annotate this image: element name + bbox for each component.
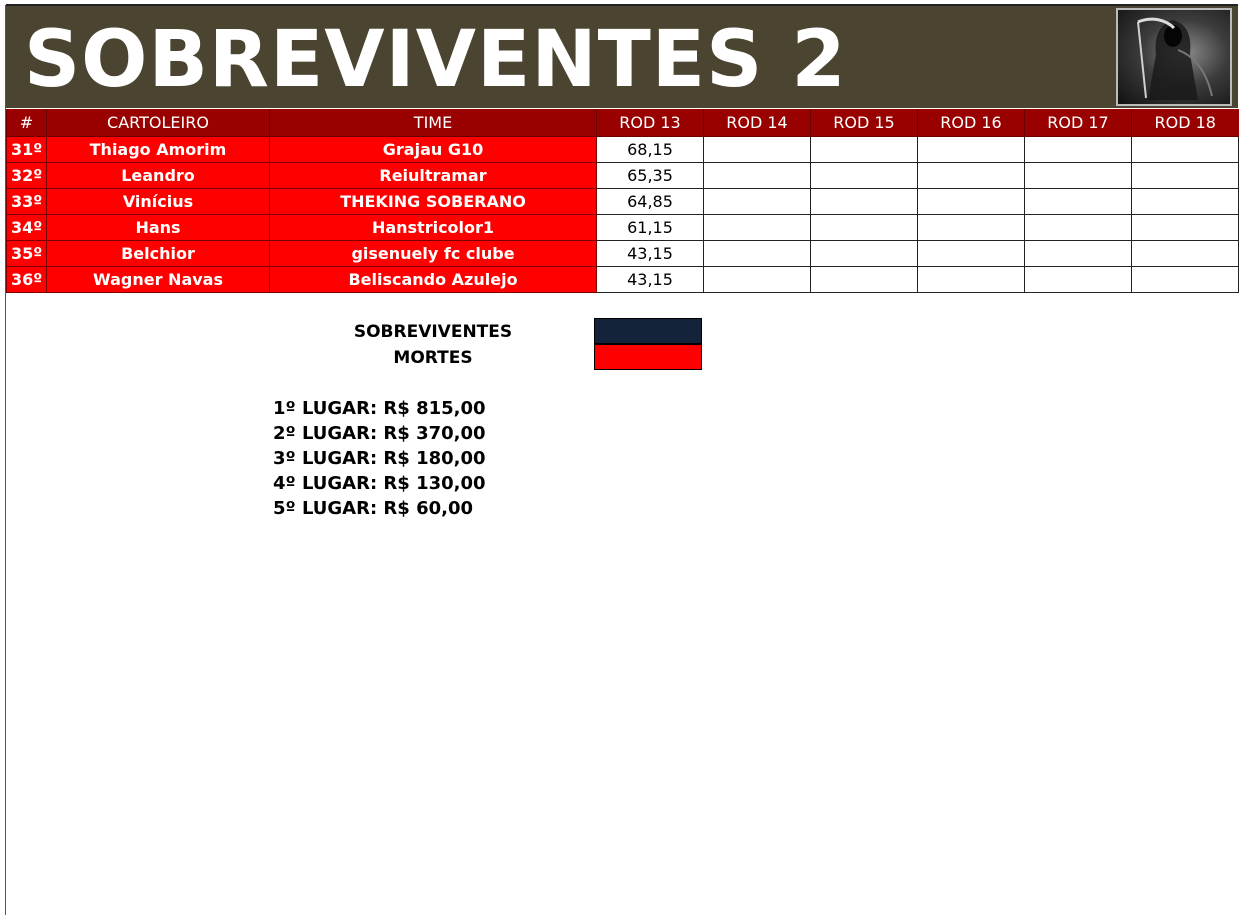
prize-1: 1º LUGAR: R$ 815,00	[273, 398, 486, 419]
col-header-player: CARTOLEIRO	[47, 109, 270, 136]
score-cell[interactable]	[1132, 136, 1239, 162]
score-cell[interactable]	[1132, 214, 1239, 240]
col-header-rod17: ROD 17	[1025, 109, 1132, 136]
prize-3: 3º LUGAR: R$ 180,00	[273, 448, 486, 469]
score-cell[interactable]	[918, 266, 1025, 292]
prize-list	[273, 396, 486, 521]
legend-deaths-label: MORTES	[393, 348, 473, 368]
table-row	[7, 188, 1239, 214]
score-cell[interactable]	[1025, 214, 1132, 240]
score-cell[interactable]	[704, 188, 811, 214]
rank-cell[interactable]: 36º	[7, 266, 47, 292]
score-cell[interactable]	[1025, 266, 1132, 292]
player-cell[interactable]: Belchior	[47, 240, 270, 266]
table-row	[7, 240, 1239, 266]
prize-5: 5º LUGAR: R$ 60,00	[273, 498, 474, 519]
score-cell[interactable]	[1132, 266, 1239, 292]
col-header-rod18: ROD 18	[1132, 109, 1239, 136]
score-cell[interactable]	[811, 214, 918, 240]
player-cell[interactable]: Vinícius	[47, 188, 270, 214]
col-header-rod13: ROD 13	[597, 109, 704, 136]
score-cell[interactable]: 65,35	[597, 162, 704, 188]
col-header-rod16: ROD 16	[918, 109, 1025, 136]
score-cell[interactable]	[811, 266, 918, 292]
score-cell[interactable]	[918, 162, 1025, 188]
grim-reaper-icon	[1116, 8, 1232, 106]
table-row	[7, 162, 1239, 188]
score-cell[interactable]	[918, 188, 1025, 214]
score-cell[interactable]: 43,15	[597, 240, 704, 266]
team-cell[interactable]: Reiultramar	[270, 162, 597, 188]
rank-cell[interactable]: 35º	[7, 240, 47, 266]
score-cell[interactable]	[1025, 240, 1132, 266]
score-cell[interactable]	[811, 136, 918, 162]
score-cell[interactable]	[1025, 136, 1132, 162]
score-cell[interactable]	[811, 188, 918, 214]
col-header-rod14: ROD 14	[704, 109, 811, 136]
score-cell[interactable]	[1025, 188, 1132, 214]
team-cell[interactable]: THEKING SOBERANO	[270, 188, 597, 214]
score-cell[interactable]: 43,15	[597, 266, 704, 292]
score-cell[interactable]	[704, 162, 811, 188]
prize-2: 2º LUGAR: R$ 370,00	[273, 423, 486, 444]
table-row	[7, 136, 1239, 162]
col-header-team: TIME	[270, 109, 597, 136]
score-cell[interactable]	[918, 136, 1025, 162]
score-cell[interactable]	[704, 266, 811, 292]
team-cell[interactable]: Hanstricolor1	[270, 214, 597, 240]
score-cell[interactable]: 64,85	[597, 188, 704, 214]
team-cell[interactable]: gisenuely fc clube	[270, 240, 597, 266]
table-row	[7, 266, 1239, 292]
col-header-rod15: ROD 15	[811, 109, 918, 136]
score-cell[interactable]	[704, 240, 811, 266]
player-cell[interactable]: Thiago Amorim	[47, 136, 270, 162]
page-title: SOBREVIVENTES 2	[24, 15, 847, 105]
rank-cell[interactable]: 34º	[7, 214, 47, 240]
col-header-rank: #	[7, 109, 47, 136]
player-cell[interactable]: Wagner Navas	[47, 266, 270, 292]
score-cell[interactable]	[704, 214, 811, 240]
legend-survivors-label: SOBREVIVENTES	[353, 322, 513, 342]
title-banner	[6, 4, 1238, 108]
score-cell[interactable]	[918, 240, 1025, 266]
player-cell[interactable]: Leandro	[47, 162, 270, 188]
team-cell[interactable]: Beliscando Azulejo	[270, 266, 597, 292]
rank-cell[interactable]: 32º	[7, 162, 47, 188]
table-row	[7, 214, 1239, 240]
rank-cell[interactable]: 31º	[7, 136, 47, 162]
player-cell[interactable]: Hans	[47, 214, 270, 240]
ranking-table	[6, 109, 1239, 293]
prize-4: 4º LUGAR: R$ 130,00	[273, 473, 486, 494]
table-header-row	[7, 109, 1239, 136]
score-cell[interactable]	[1132, 240, 1239, 266]
score-cell[interactable]	[1132, 162, 1239, 188]
score-cell[interactable]	[811, 162, 918, 188]
score-cell[interactable]	[811, 240, 918, 266]
rank-cell[interactable]: 33º	[7, 188, 47, 214]
team-cell[interactable]: Grajau G10	[270, 136, 597, 162]
legend-survivors-swatch	[594, 318, 702, 344]
score-cell[interactable]	[1025, 162, 1132, 188]
legend-deaths-swatch	[594, 344, 702, 370]
score-cell[interactable]	[704, 136, 811, 162]
score-cell[interactable]: 61,15	[597, 214, 704, 240]
score-cell[interactable]	[918, 214, 1025, 240]
score-cell[interactable]: 68,15	[597, 136, 704, 162]
score-cell[interactable]	[1132, 188, 1239, 214]
